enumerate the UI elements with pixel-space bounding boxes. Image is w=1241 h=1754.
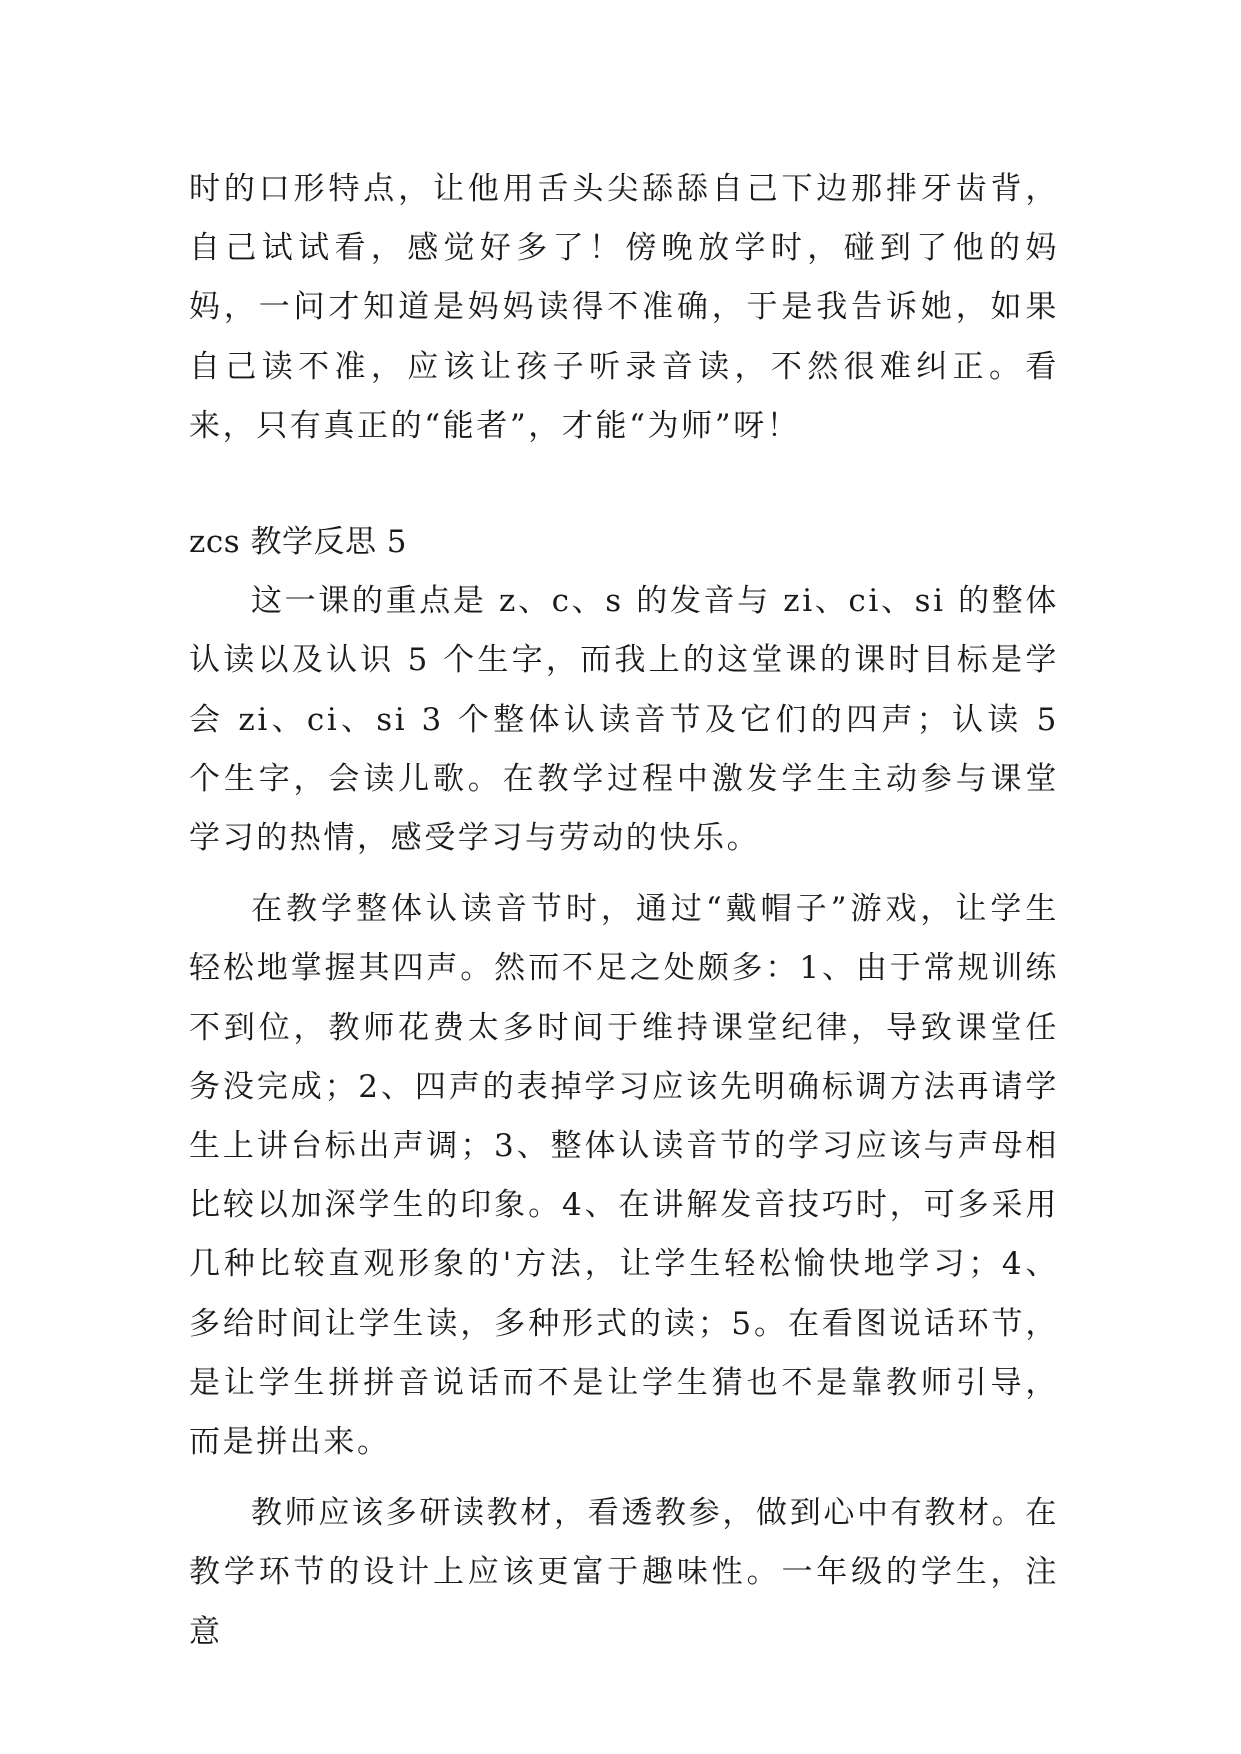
section-heading: zcs 教学反思 5 — [189, 524, 408, 561]
paragraph-1: 这一课的重点是 z、c、s 的发音与 zi、ci、si 的整体认读以及认识 5 个生字，而我上的这堂课的课时目标是学会 zi、ci、si 3 个整体认读音节及它们的四声；认读 5 个生字，会读儿歌。在教学过程中激发学生主动参与课堂学习的热情，感受学习与劳动的快乐。 — [189, 583, 1059, 857]
paragraph-2: 在教学整体认读音节时，通过“戴帽子”游戏，让学生轻松地掌握其四声。然而不足之处颇多：1、由于常规训练不到位，教师花费太多时间于维持课堂纪律，导致课堂任务没完成；2、四声的表掉学习应该先明确标调方法再请学生上讲台标出声调；3、整体认读音节的学习应该与声母相比较以加深学生的印象。4、在讲解发音技巧时，可多采用几种比较直观形象的'方法，让学生轻松愉快地学习；4、多给时间让学生读，多种形式的读；5。在看图说话环节，是让学生拼拼音说话而不是让学生猜也不是靠教师引导，而是拼出来。 — [189, 891, 1059, 1461]
document-body — [189, 160, 1059, 1662]
continuation-paragraph: 时的口形特点，让他用舌头尖舔舔自己下边那排牙齿背，自己试试看，感觉好多了！傍晚放学时，碰到了他的妈妈，一问才知道是妈妈读得不准确，于是我告诉她，如果自己读不准，应该让孩子听录音读，不然很难纠正。看来，只有真正的“能者”，才能“为师”呀！ — [189, 171, 1059, 444]
paragraph-3: 教师应该多研读教材，看透教参，做到心中有教材。在教学环节的设计上应该更富于趣味性。一年级的学生，注意 — [189, 1495, 1059, 1650]
